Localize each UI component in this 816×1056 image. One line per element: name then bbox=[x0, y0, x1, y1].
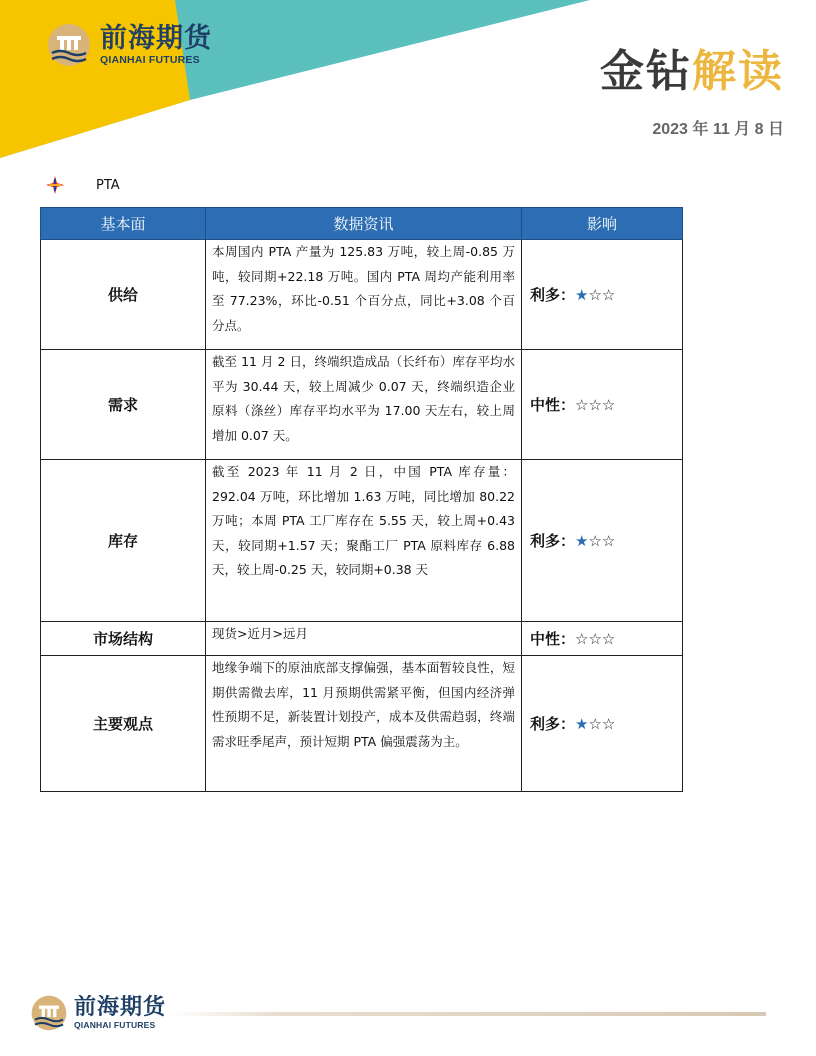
info-cell: 地缘争端下的原油底部支撑偏强，基本面暂较良性，短期供需微去库，11 月预期供需紧平衡，但国内经济弹性预期不足，新装置计划投产，成本及供需趋弱，终端需求旺季尾声，预计短期 PTA 偏强震荡为主。 bbox=[206, 656, 522, 792]
header-impact: 影响 bbox=[522, 208, 683, 240]
table-row-demand bbox=[41, 350, 683, 460]
table-row-inventory bbox=[41, 460, 683, 622]
logo-emblem-icon bbox=[30, 994, 68, 1032]
footer-logo-name-en: QIANHAI FUTURES bbox=[74, 1020, 156, 1031]
info-cell: 截至 11 月 2 日，终端织造成品（长纤布）库存平均水平为 30.44 天，较上周减少 0.07 天，终端织造企业原料（涤丝）库存平均水平为 17.00 天左右，较上周增加 0.07 天。 bbox=[206, 350, 522, 460]
impact-cell bbox=[522, 656, 683, 792]
impact-label: 利多： bbox=[530, 715, 576, 733]
footer-divider bbox=[168, 1012, 766, 1016]
star-filled-icon: ★ bbox=[575, 715, 589, 733]
header-fundamentals: 基本面 bbox=[41, 208, 206, 240]
impact-label: 利多： bbox=[530, 532, 576, 550]
diamond-bullet-icon bbox=[46, 176, 64, 194]
company-logo bbox=[46, 22, 212, 68]
logo-name-cn: 前海期货 bbox=[100, 22, 212, 54]
impact-cell bbox=[522, 350, 683, 460]
table-header-row bbox=[41, 208, 683, 240]
impact-cell bbox=[522, 460, 683, 622]
fundamentals-table bbox=[40, 207, 683, 792]
category-cell: 主要观点 bbox=[41, 656, 206, 792]
footer-logo bbox=[30, 994, 166, 1032]
category-cell: 市场结构 bbox=[41, 622, 206, 656]
report-date: 2023 年 11 月 8 日 bbox=[652, 121, 784, 138]
star-empty-icon: ☆☆ bbox=[588, 715, 616, 733]
table-row-main-view bbox=[41, 656, 683, 792]
report-title bbox=[600, 46, 784, 97]
table-row-supply bbox=[41, 240, 683, 350]
impact-label: 中性： bbox=[530, 630, 576, 648]
info-cell: 本周国内 PTA 产量为 125.83 万吨，较上周-0.85 万吨，较同期+22.18 万吨。国内 PTA 周均产能利用率至 77.23%，环比-0.51 个百分点，同比+3.08 个百分点。 bbox=[206, 240, 522, 350]
info-cell: 现货>近月>远月 bbox=[206, 622, 522, 656]
category-cell: 需求 bbox=[41, 350, 206, 460]
section-label: PTA bbox=[96, 177, 120, 193]
impact-label: 利多： bbox=[530, 286, 576, 304]
star-filled-icon: ★ bbox=[575, 286, 589, 304]
star-empty-icon: ☆☆☆ bbox=[575, 396, 616, 414]
table-row-market-structure bbox=[41, 622, 683, 656]
info-cell: 截至 2023 年 11 月 2 日，中国 PTA 库存量：292.04 万吨，环比增加 1.63 万吨，同比增加 80.22 万吨；本周 PTA 工厂库存在 5.55 天，较上周+0.43 天，较同期+1.57 天；聚酯工厂 PTA 原料库存 6.88 天，较上周-0.25 天，较同期+0.38 天 bbox=[206, 460, 522, 622]
star-filled-icon: ★ bbox=[575, 532, 589, 550]
report-title-part2: 解读 bbox=[692, 46, 784, 97]
star-empty-icon: ☆☆ bbox=[588, 532, 616, 550]
star-empty-icon: ☆☆☆ bbox=[575, 630, 616, 648]
category-cell: 库存 bbox=[41, 460, 206, 622]
impact-cell bbox=[522, 622, 683, 656]
category-cell: 供给 bbox=[41, 240, 206, 350]
section-heading bbox=[46, 176, 120, 194]
report-title-part1: 金钻 bbox=[600, 46, 692, 97]
logo-name-en: QIANHAI FUTURES bbox=[100, 53, 200, 66]
footer-logo-name-cn: 前海期货 bbox=[74, 994, 167, 1021]
logo-emblem-icon bbox=[46, 22, 92, 68]
star-empty-icon: ☆☆ bbox=[588, 286, 616, 304]
header-data-info: 数据资讯 bbox=[206, 208, 522, 240]
impact-label: 中性： bbox=[530, 396, 576, 414]
impact-cell bbox=[522, 240, 683, 350]
